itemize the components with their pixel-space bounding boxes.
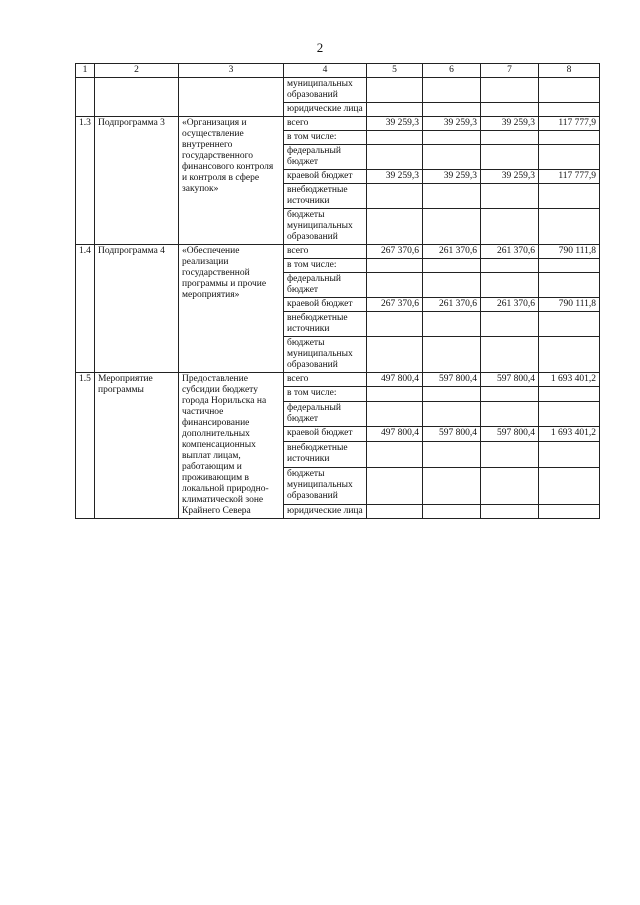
value-cell: 790 111,8 <box>539 245 600 259</box>
value-cell: 261 370,6 <box>481 298 539 312</box>
value-cell <box>481 441 539 467</box>
value-cell <box>539 131 600 145</box>
value-cell <box>481 387 539 401</box>
value-cell: 261 370,6 <box>423 298 481 312</box>
value-cell <box>367 387 423 401</box>
source-cell: в том числе: <box>284 259 367 273</box>
value-cell: 497 800,4 <box>367 373 423 387</box>
section-id-cell: 1.3 <box>76 117 95 245</box>
value-cell <box>481 209 539 245</box>
value-cell: 597 800,4 <box>481 373 539 387</box>
value-cell <box>367 78 423 103</box>
value-cell <box>423 273 481 298</box>
source-cell: федеральный бюджет <box>284 145 367 170</box>
value-cell <box>367 209 423 245</box>
value-cell: 267 370,6 <box>367 298 423 312</box>
value-cell: 261 370,6 <box>423 245 481 259</box>
section-description-cell: Предоставление субсидии бюджету города Норильска на частичное финансирование дополнительных компенсационных выплат лицам, работающим и проживающим в локальной природно-климатической зоне Крайнего Севера <box>179 373 284 519</box>
source-cell: в том числе: <box>284 131 367 145</box>
value-cell <box>423 467 481 504</box>
value-cell <box>539 209 600 245</box>
value-cell <box>539 78 600 103</box>
source-cell: краевой бюджет <box>284 427 367 441</box>
source-cell: муниципальных образований <box>284 78 367 103</box>
value-cell: 261 370,6 <box>481 245 539 259</box>
value-cell <box>423 78 481 103</box>
value-cell <box>481 145 539 170</box>
source-cell: бюджеты муниципальных образований <box>284 337 367 373</box>
source-cell: всего <box>284 117 367 131</box>
source-cell: бюджеты муниципальных образований <box>284 467 367 504</box>
source-cell: федеральный бюджет <box>284 401 367 427</box>
value-cell <box>481 78 539 103</box>
header-cell: 5 <box>367 64 423 78</box>
header-row <box>76 64 600 78</box>
value-cell <box>423 131 481 145</box>
value-cell <box>539 467 600 504</box>
value-cell <box>423 259 481 273</box>
value-cell <box>367 467 423 504</box>
source-cell: внебюджетные источники <box>284 441 367 467</box>
value-cell <box>367 273 423 298</box>
value-cell: 790 111,8 <box>539 298 600 312</box>
value-cell: 1 693 401,2 <box>539 373 600 387</box>
value-cell: 267 370,6 <box>367 245 423 259</box>
value-cell <box>481 259 539 273</box>
header-cell: 8 <box>539 64 600 78</box>
source-cell: внебюджетные источники <box>284 312 367 337</box>
value-cell <box>481 337 539 373</box>
value-cell <box>423 145 481 170</box>
value-cell <box>481 103 539 117</box>
value-cell <box>367 103 423 117</box>
value-cell <box>367 401 423 427</box>
value-cell: 39 259,3 <box>481 117 539 131</box>
source-cell: всего <box>284 245 367 259</box>
source-cell: в том числе: <box>284 387 367 401</box>
value-cell <box>539 337 600 373</box>
value-cell: 497 800,4 <box>367 427 423 441</box>
value-cell: 117 777,9 <box>539 170 600 184</box>
section-name-cell: Подпрограмма 3 <box>95 117 179 245</box>
source-cell: краевой бюджет <box>284 170 367 184</box>
value-cell: 597 800,4 <box>423 373 481 387</box>
continued-description-cell <box>179 78 284 117</box>
header-cell: 3 <box>179 64 284 78</box>
value-cell <box>539 273 600 298</box>
source-cell: внебюджетные источники <box>284 184 367 209</box>
value-cell <box>367 504 423 518</box>
section-name-cell: Подпрограмма 4 <box>95 245 179 373</box>
table-row <box>76 78 600 103</box>
section-description-cell: «Организация и осуществление внутреннего государственного финансового контроля и контроля в сфере закупок» <box>179 117 284 245</box>
value-cell <box>481 467 539 504</box>
value-cell <box>367 131 423 145</box>
value-cell <box>423 184 481 209</box>
section-id-cell: 1.4 <box>76 245 95 373</box>
value-cell <box>539 401 600 427</box>
value-cell <box>423 312 481 337</box>
page-number: 2 <box>316 40 324 55</box>
value-cell <box>423 401 481 427</box>
value-cell <box>539 387 600 401</box>
value-cell: 597 800,4 <box>423 427 481 441</box>
value-cell <box>539 504 600 518</box>
value-cell: 597 800,4 <box>481 427 539 441</box>
value-cell <box>481 312 539 337</box>
value-cell <box>367 259 423 273</box>
value-cell <box>539 145 600 170</box>
value-cell <box>367 441 423 467</box>
value-cell: 117 777,9 <box>539 117 600 131</box>
value-cell <box>423 103 481 117</box>
header-cell: 1 <box>76 64 95 78</box>
header-cell: 4 <box>284 64 367 78</box>
source-cell: бюджеты муниципальных образований <box>284 209 367 245</box>
section-id-cell: 1.5 <box>76 373 95 519</box>
header-cell: 2 <box>95 64 179 78</box>
value-cell <box>481 401 539 427</box>
value-cell <box>539 103 600 117</box>
value-cell <box>481 504 539 518</box>
table-body <box>76 64 600 519</box>
source-cell: юридические лица <box>284 103 367 117</box>
value-cell: 1 693 401,2 <box>539 427 600 441</box>
value-cell <box>481 273 539 298</box>
table-row <box>76 117 600 131</box>
value-cell <box>423 209 481 245</box>
value-cell <box>367 145 423 170</box>
value-cell <box>423 504 481 518</box>
value-cell <box>423 337 481 373</box>
value-cell: 39 259,3 <box>367 170 423 184</box>
value-cell <box>423 441 481 467</box>
value-cell <box>539 259 600 273</box>
table-row <box>76 245 600 259</box>
value-cell <box>367 337 423 373</box>
value-cell <box>481 131 539 145</box>
section-description-cell: «Обеспечение реализации государственной программы и прочие мероприятия» <box>179 245 284 373</box>
source-cell: федеральный бюджет <box>284 273 367 298</box>
table-row <box>76 373 600 387</box>
value-cell <box>539 184 600 209</box>
value-cell: 39 259,3 <box>423 170 481 184</box>
continued-name-cell <box>95 78 179 117</box>
value-cell <box>539 441 600 467</box>
source-cell: юридические лица <box>284 504 367 518</box>
value-cell: 39 259,3 <box>423 117 481 131</box>
source-cell: краевой бюджет <box>284 298 367 312</box>
value-cell <box>539 312 600 337</box>
budget-table <box>75 63 600 519</box>
value-cell <box>481 184 539 209</box>
value-cell <box>367 312 423 337</box>
value-cell <box>423 387 481 401</box>
section-name-cell: Мероприятие программы <box>95 373 179 519</box>
value-cell <box>367 184 423 209</box>
header-cell: 6 <box>423 64 481 78</box>
source-cell: всего <box>284 373 367 387</box>
value-cell: 39 259,3 <box>367 117 423 131</box>
header-cell: 7 <box>481 64 539 78</box>
value-cell: 39 259,3 <box>481 170 539 184</box>
continued-id-cell <box>76 78 95 117</box>
